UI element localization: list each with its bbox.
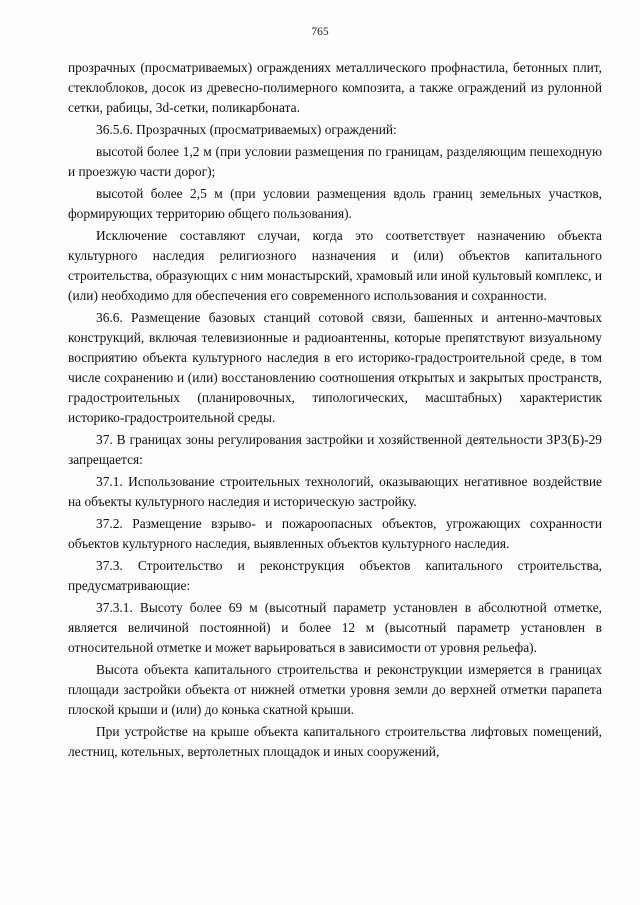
paragraph-37-1: 37.1. Использование строительных технологий, оказывающих негативное воздействие на объекты культурного наследия и историческую застройку. bbox=[68, 474, 602, 509]
paragraph-36-6: 36.6. Размещение базовых станций сотовой связи, башенных и антенно-мачтовых конструкций, включая телевизионные и радиоантенны, которые препятствуют визуальному восприятию объекта культурного наследия в его историко-градостроительной среде, в том числе сохранению и (или) восстановлению соотношения открытых и закрытых пространств, градостроительных (планировочных, типологических, масштабных) характеристик историко-градостроительной среды. bbox=[68, 310, 602, 425]
paragraph-roof-structures: При устройстве на крыше объекта капитального строительства лифтовых помещений, лестниц, котельных, вертолетных площадок и иных сооружений, bbox=[68, 724, 602, 759]
paragraph-37-2: 37.2. Размещение взрыво- и пожароопасных объектов, угрожающих сохранности объектов культурного наследия, выявленных объектов культурного наследия. bbox=[68, 516, 602, 551]
paragraph-continuation: прозрачных (просматриваемых) ограждениях металлического профнастила, бетонных плит, стеклоблоков, досок из древесно-полимерного композита, а также ограждений из рулонной сетки, рабицы, 3d-сетки, поликарбоната. bbox=[68, 60, 602, 115]
paragraph-37-3-1: 37.3.1. Высоту более 69 м (высотный параметр установлен в абсолютной отметке, является величиной постоянной) и более 12 м (высотный параметр установлен в относительной отметке и может варьироваться в зависимости от уровня рельефа). bbox=[68, 600, 602, 655]
paragraph-height-1-2: высотой более 1,2 м (при условии размещения по границам, разделяющим пешеходную и проезжую части дорог); bbox=[68, 144, 602, 179]
page-body bbox=[68, 58, 602, 762]
paragraph-36-5-6: 36.5.6. Прозрачных (просматриваемых) ограждений: bbox=[96, 122, 397, 137]
page-number: 765 bbox=[311, 26, 329, 38]
paragraph-height-2-5: высотой более 2,5 м (при условии размещения вдоль границ земельных участков, формирующих территорию общего пользования). bbox=[68, 186, 602, 221]
paragraph-height-measure: Высота объекта капитального строительства и реконструкции измеряется в границах площади застройки объекта от нижней отметки уровня земли до верхней отметки парапета плоской крыши и (или) до конька скатной крыши. bbox=[68, 662, 602, 717]
paragraph-exception: Исключение составляют случаи, когда это соответствует назначению объекта культурного наследия религиозного назначения и (или) объектов капитального строительства, образующих с ним монастырский, храмовый или иной культовый комплекс, и (или) необходимо для обеспечения его современного использования и сохранности. bbox=[68, 228, 602, 303]
paragraph-37: 37. В границах зоны регулирования застройки и хозяйственной деятельности ЗРЗ(Б)-29 запрещается: bbox=[68, 432, 602, 467]
paragraph-37-3: 37.3. Строительство и реконструкция объектов капитального строительства, предусматривающие: bbox=[68, 558, 602, 593]
